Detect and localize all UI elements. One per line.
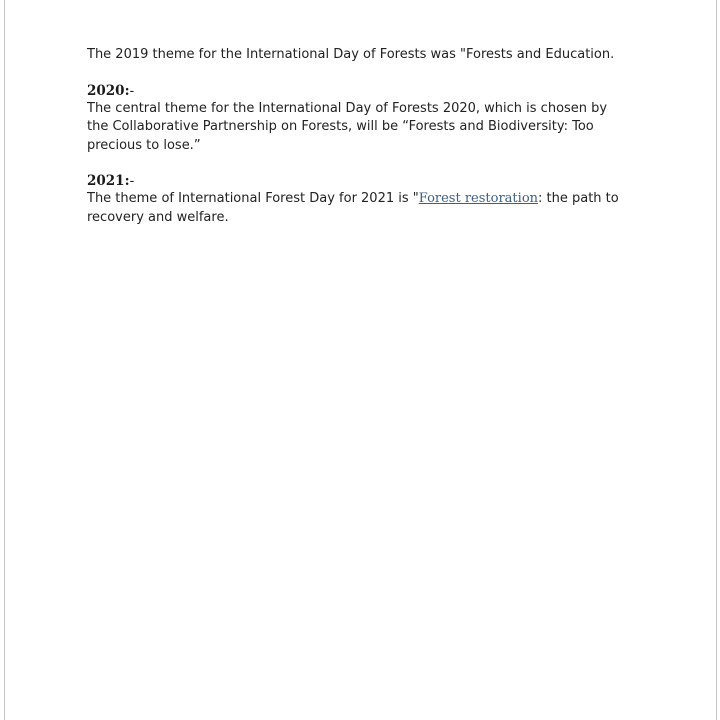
section-paragraph-2021 [87, 190, 627, 227]
heading-suffix: - [129, 82, 135, 99]
page-border-left [4, 0, 5, 720]
section-paragraph-2020: The central theme for the International Day of Forests 2020, which is chosen by the Collaborative Partnership on Forests, will be “Forests and Biodiversity: Too precious to lose.” [87, 100, 608, 153]
heading-suffix: - [129, 173, 135, 189]
section-heading-2021 [87, 172, 627, 190]
paragraph-text-after-link: : the path to recovery and welfare. [87, 191, 619, 225]
page-border-right [716, 0, 717, 720]
section-heading-2020 [87, 82, 627, 100]
document-body [87, 46, 627, 227]
heading-year: 2021: [87, 173, 130, 189]
forest-restoration-link[interactable]: Forest restoration [418, 191, 539, 206]
paragraph-text-before-link: The theme of International Forest Day for 2021 is " [87, 191, 419, 206]
heading-year: 2020: [87, 82, 130, 99]
intro-paragraph: The 2019 theme for the International Day of Forests was "Forests and Education. [87, 47, 615, 62]
